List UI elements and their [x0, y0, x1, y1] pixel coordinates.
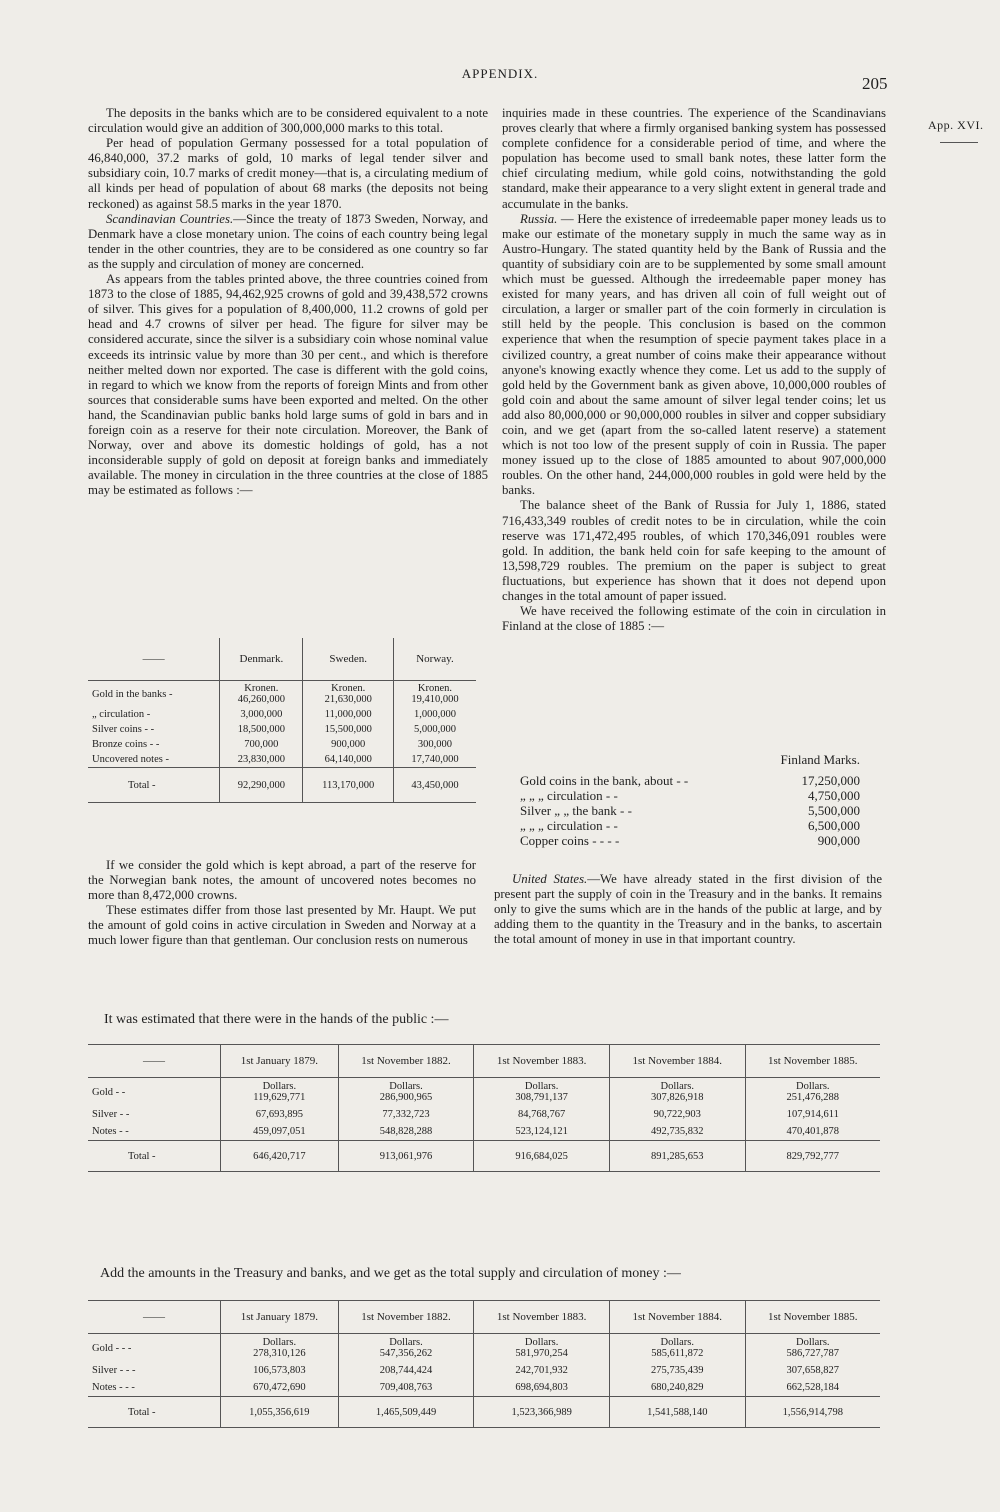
- unit-label: Dollars.: [524, 1081, 559, 1092]
- finland-estimate: [520, 752, 860, 848]
- paragraph: The balance sheet of the Bank of Russia for July 1, 1886, stated 716,433,349 roubles of credit notes to be in circulation, while the coin reserve was 171,472,495 roubles, of which 170,346,091 roubles were gold. In addition, the bank held coin for safe keeping to the amount of 13,598,729 roubles. The premium on the paper is subject to great fluctuations, but experience has shown that it does not depend upon changes in the total amount of paper issued.: [502, 498, 886, 603]
- unit-label: Dollars.: [660, 1081, 695, 1092]
- unit-label: Dollars.: [389, 1081, 423, 1092]
- left-column-bottom: [88, 858, 476, 949]
- margin-rule: [940, 142, 978, 143]
- table-header: Sweden.: [303, 638, 393, 681]
- table-row: „ circulation - 3,000,000 11,000,000 1,000,000: [88, 707, 476, 722]
- table-header: 1st January 1879.: [221, 1301, 339, 1334]
- scandinavia-table: [88, 638, 476, 803]
- table-header: Denmark.: [220, 638, 303, 681]
- table-total-row: Total - 92,290,000 113,170,000 43,450,000: [88, 768, 476, 803]
- page-number: 205: [862, 74, 888, 93]
- paragraph: Russia. — Here the existence of irredeemable paper money leads us to make our estimate of the monetary supply in much the same way as in Austro-Hungary. The stated quantity held by the Bank of Russia and the quantity of subsidiary coin are to be supplemented by some small amount which must be guessed. Although the irredeemable paper money has existed for many years, and has driven all coin of full weight out of circulation, a larger or smaller part of the coin formerly in circulation is still held by the people. This conclusion is based on the common experience that when the resumption of specie payment takes place in a civilized country, a great number of coins make their appearance without anyone's knowing exactly whence they come. Let us add to the supply of gold held by the Government bank as given above, 10,000,000 roubles of gold coin and about the same amount of silver legal tender coins; let us add also 80,000,000 or 90,000,000 roubles in silver and copper subsidiary coin, and we get (apart from the so-called latent reserve) a statement which is not too low of the present supply of coin in Russia. The paper money issued up to the close of 1885 amounted to about 907,000,000 roubles. On the other hand, 244,000,000 roubles in gold were held by the banks.: [502, 211, 886, 498]
- right-column-bottom: [494, 872, 882, 947]
- margin-note: App. XVI.: [928, 118, 984, 132]
- unit-label: Kronen.: [244, 683, 279, 694]
- table-header: ——: [88, 1045, 221, 1078]
- left-column-top: [88, 106, 488, 498]
- unit-label: Dollars.: [262, 1337, 297, 1348]
- table-header: Norway.: [393, 638, 476, 681]
- us-total-table: [88, 1300, 880, 1428]
- table-intro-1: It was estimated that there were in the hands of the public :—: [104, 1012, 449, 1027]
- table-total-row: Total - 646,420,717 913,061,976 916,684,025 891,285,653 829,792,777: [88, 1141, 880, 1172]
- table-header: ——: [88, 1301, 221, 1334]
- table-row: Uncovered notes - 23,830,000 64,140,000 17,740,000: [88, 752, 476, 768]
- right-column-top: [502, 106, 886, 634]
- paragraph: These estimates differ from those last presented by Mr. Haupt. We put the amount of gold coins in active circulation in Sweden and Norway at a much lower figure than that gentleman. Our conclusion rests on numerous: [88, 903, 476, 948]
- unit-label: Dollars.: [796, 1337, 830, 1348]
- table-intro-2: Add the amounts in the Treasury and banks, and we get as the total supply and circulation of money :—: [100, 1266, 681, 1281]
- unit-label: Dollars.: [660, 1337, 695, 1348]
- unit-label: Finland Marks.: [780, 752, 860, 767]
- table-header: 1st November 1884.: [609, 1301, 745, 1334]
- table-header: 1st January 1879.: [221, 1045, 339, 1078]
- table-row: Silver - - - 106,573,803 208,744,424 242,701,932 275,735,439 307,658,827: [88, 1362, 880, 1379]
- table-total-row: Total - 1,055,356,619 1,465,509,449 1,523,366,989 1,541,588,140 1,556,914,798: [88, 1397, 880, 1428]
- list-item: Silver „ „ the bank - - 5,500,000: [520, 803, 860, 818]
- table-row: Silver - - 67,693,895 77,332,723 84,768,767 90,722,903 107,914,611: [88, 1106, 880, 1123]
- table-row: Notes - - 459,097,051 548,828,288 523,124,121 492,735,832 470,401,878: [88, 1123, 880, 1141]
- table-row: Gold - - Dollars. 119,629,771 Dollars. 286,900,965 Dollars. 308,791,137 Dollars. 307,826,918 Dollars. 251,476,288: [88, 1078, 880, 1107]
- table-header: 1st November 1882.: [338, 1301, 474, 1334]
- table-header: 1st November 1884.: [609, 1045, 745, 1078]
- list-item: Copper coins - - - - 900,000: [520, 833, 860, 848]
- paragraph: As appears from the tables printed above, the three countries coined from 1873 to the close of 1885, 94,462,925 crowns of gold and 39,438,572 crowns of silver. This gives for a population of 8,400,000, 11.2 crowns of gold per head and 4.7 crowns of silver per head. The figure for silver may be considered accurate, since the silver is a subsidiary coin whose nominal value exceeds its intrinsic value by more than 30 per cent., and which is therefore neither melted down nor exported. The case is different with the gold coins, in regard to which we know from the reports of foreign Mints and from other sources that considerable sums have been exported and melted. On the other hand, the Scandinavian public banks hold large sums of gold in bars and in foreign coin as a reserve for their note circulation. Moreover, the Bank of Norway, over and above its domestic holdings of gold, has a not inconsiderable supply of gold on deposit at foreign banks and immediately available. The money in circulation in the three countries at the close of 1885 may be estimated as follows :—: [88, 272, 488, 498]
- table-row: Silver coins - - 18,500,000 15,500,000 5,000,000: [88, 722, 476, 737]
- table-row: Notes - - - 670,472,690 709,408,763 698,694,803 680,240,829 662,528,184: [88, 1379, 880, 1397]
- paragraph: Per head of population Germany possessed for a total population of 46,840,000, 37.2 marks of gold, 10 marks of legal tender silver and subsidiary coin, 10.7 marks of credit money—that is, a circulating medium of all kinds per head of population of about 68 marks (the deposits not being reckoned) as against 58.5 marks in the year 1870.: [88, 136, 488, 211]
- list-item: „ „ „ circulation - - 4,750,000: [520, 788, 860, 803]
- paragraph: If we consider the gold which is kept abroad, a part of the reserve for the Norwegian bank notes, the amount of uncovered notes becomes no more than 8,472,000 crowns.: [88, 858, 476, 903]
- table-row: Gold in the banks - Kronen. 46,260,000 Kronen. 21,630,000 Kronen. 19,410,000: [88, 681, 476, 708]
- table-header: 1st November 1882.: [338, 1045, 474, 1078]
- unit-label: Kronen.: [331, 683, 366, 694]
- unit-label: Dollars.: [389, 1337, 423, 1348]
- list-item: Gold coins in the bank, about - - 17,250,000: [520, 773, 860, 788]
- paragraph: Scandinavian Countries.—Since the treaty of 1873 Sweden, Norway, and Denmark have a close monetary union. The coins of each country being legal tender in the other countries, they are to be considered as one country so far as the supply and circulation of money are concerned.: [88, 211, 488, 271]
- unit-label: Dollars.: [796, 1081, 830, 1092]
- unit-label: Dollars.: [524, 1337, 559, 1348]
- section-heading-russia: Russia.: [520, 211, 558, 226]
- table-header: 1st November 1883.: [474, 1045, 610, 1078]
- table-header: 1st November 1885.: [745, 1301, 880, 1334]
- paragraph: United States.—We have already stated in the first division of the present part the supply of coin in the Treasury and in the banks. It remains only to give the sums which are in the hands of the public at large, and by adding them to the quantity in the Treasury and in the banks, to ascertain the total amount of money in use in that important country.: [494, 872, 883, 947]
- table-header: ——: [88, 638, 220, 681]
- section-heading-scandinavia: Scandinavian Countries.: [106, 211, 234, 226]
- table-header: 1st November 1883.: [474, 1301, 610, 1334]
- table-header: 1st November 1885.: [745, 1045, 880, 1078]
- table-row: Gold - - - Dollars. 278,310,126 Dollars. 547,356,262 Dollars. 581,970,254 Dollars. 585,611,872 Dollars. 586,727,787: [88, 1334, 880, 1363]
- paragraph: The deposits in the banks which are to be considered equivalent to a note circulation would give an addition of 300,000,000 marks to this total.: [88, 106, 488, 136]
- list-item: „ „ „ circulation - - 6,500,000: [520, 818, 860, 833]
- table-row: Bronze coins - - 700,000 900,000 300,000: [88, 737, 476, 752]
- unit-label: Kronen.: [417, 683, 453, 694]
- running-header: APPENDIX.: [461, 66, 539, 81]
- unit-label: Dollars.: [262, 1081, 297, 1092]
- us-public-table: [88, 1044, 880, 1172]
- paragraph: We have received the following estimate of the coin in circulation in Finland at the close of 1885 :—: [502, 604, 886, 634]
- section-heading-united-states: United States.: [512, 872, 588, 886]
- paragraph: inquiries made in these countries. The experience of the Scandinavians proves clearly that where a firmly organised banking system has possessed complete confidence for a considerable period of time, and where the population has become used to small bank notes, these latter form the chief circulating medium, while gold coins, notwithstanding the gold standard, make their appearance to a very slight extent in general trade and accumulate in the banks.: [502, 106, 886, 211]
